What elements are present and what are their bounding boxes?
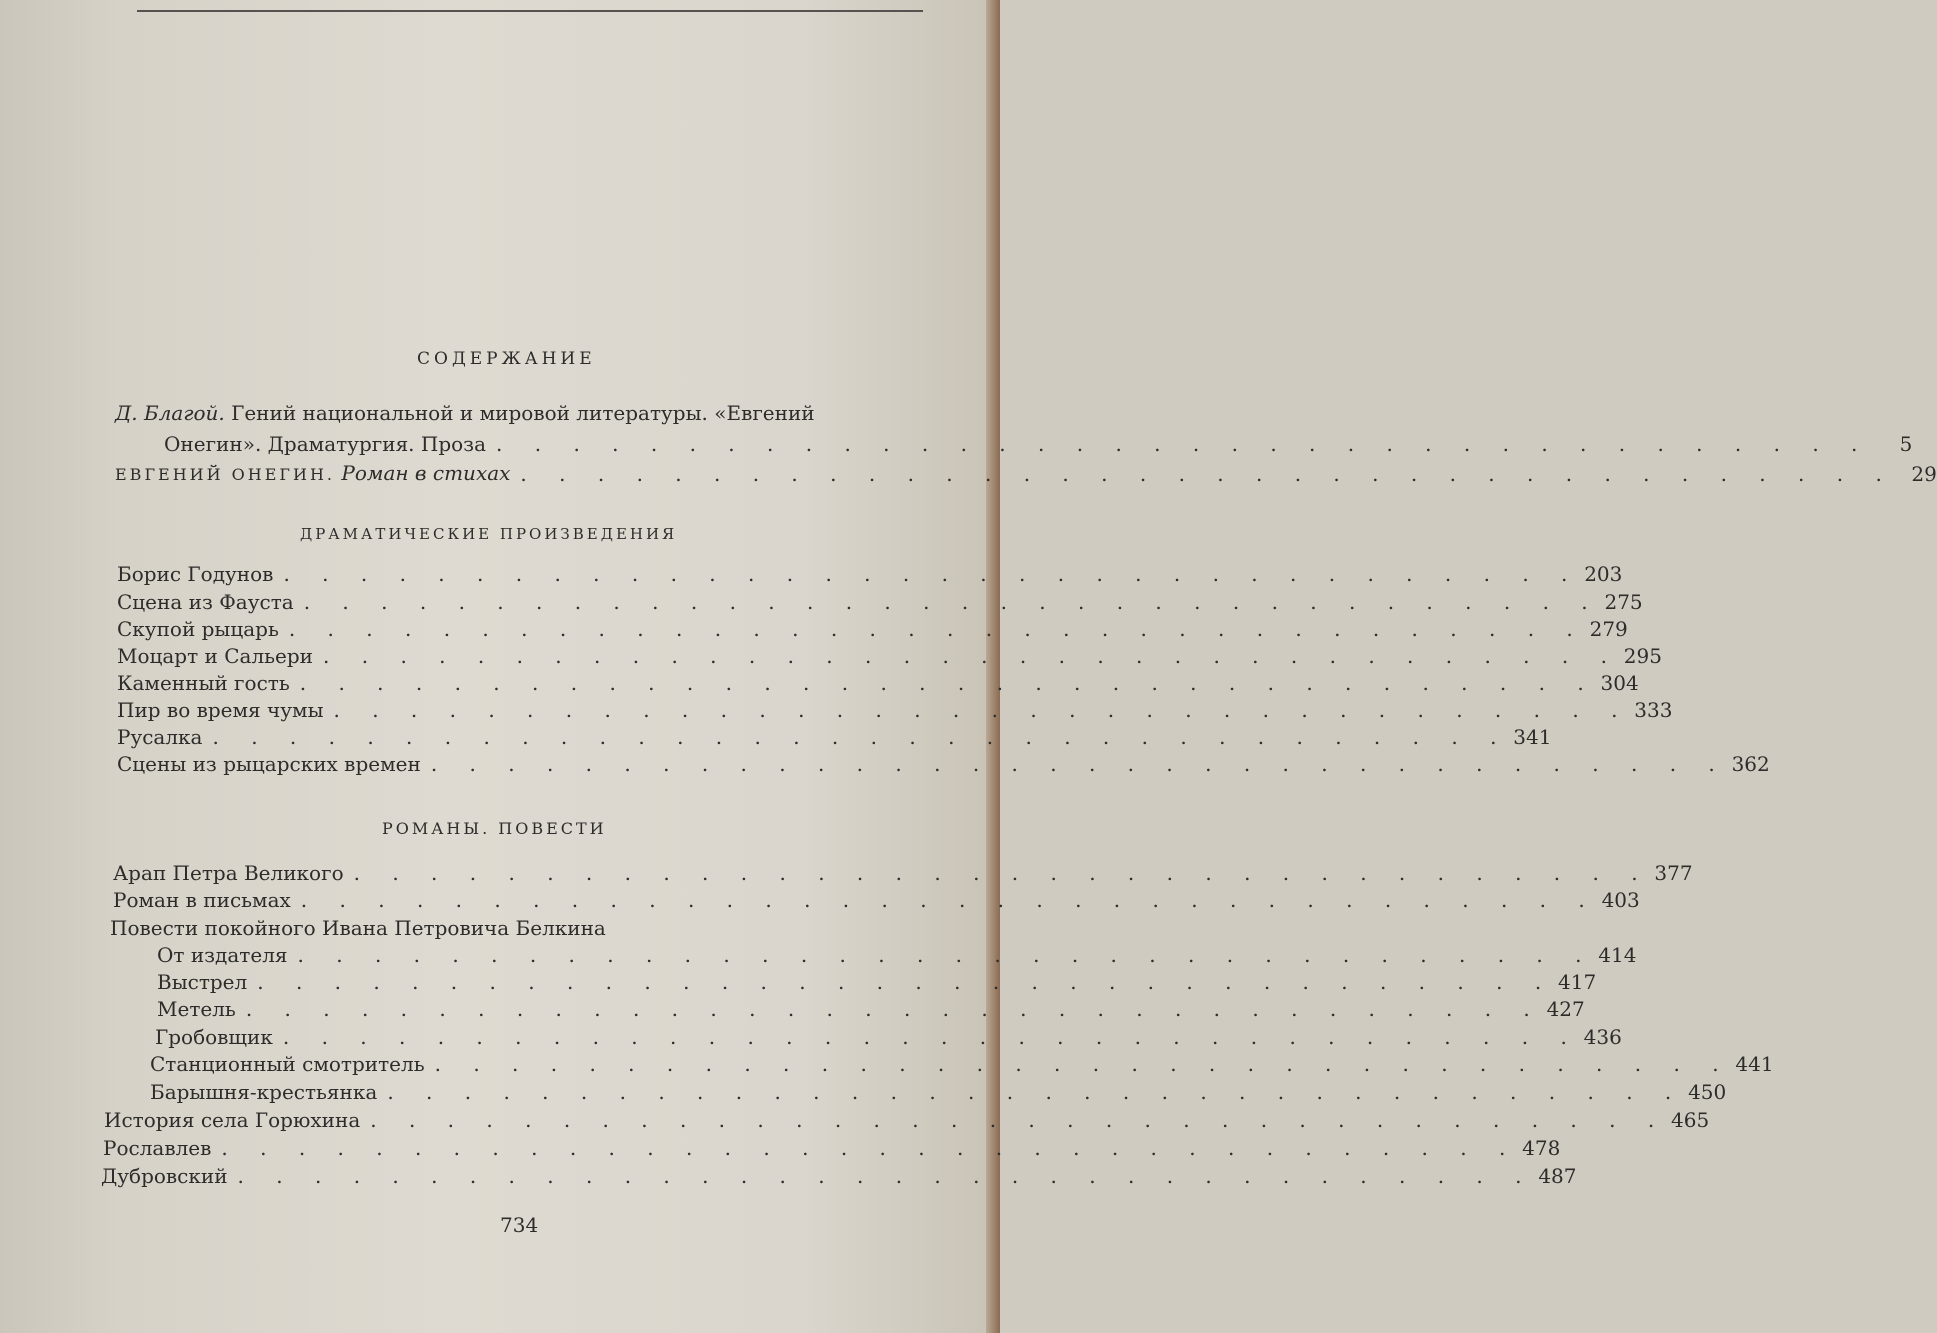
entry-title: Борис Годунов	[117, 562, 274, 586]
toc-entry	[113, 885, 1640, 915]
leader-dots: . . . . . . . . . . . . . . . . . . . . . . . . . . . . . . . . . .	[283, 562, 1581, 586]
entry-title: Пир во время чумы	[117, 698, 324, 722]
toc-entry-sub	[157, 940, 1637, 970]
toc-entry-sub	[155, 1022, 1622, 1052]
toc-entry-sub	[157, 967, 1597, 997]
intro-line-2	[115, 429, 1913, 459]
page-number: 275	[1604, 590, 1643, 614]
top-rule	[137, 10, 923, 12]
toc-entry	[117, 559, 1623, 589]
page-number: 333	[1634, 698, 1673, 722]
entry-title: Гробовщик	[155, 1025, 273, 1049]
page-number: 487	[1538, 1164, 1577, 1188]
toc-entry	[110, 913, 930, 943]
page-number: 279	[1589, 617, 1628, 641]
page-number: 203	[1584, 562, 1623, 586]
intro-entry	[115, 398, 1937, 489]
toc-entry	[117, 641, 1662, 671]
entry-title: Выстрел	[157, 970, 248, 994]
entry-title: От издателя	[157, 943, 288, 967]
intro-title-continuation: Онегин». Драматургия. Проза	[164, 431, 487, 456]
page-number: 295	[1623, 644, 1662, 668]
leader-dots: . . . . . . . . . . . . . . . . . . . . . . . . . . . . . . . . . . . .	[520, 461, 1895, 486]
leader-dots: . . . . . . . . . . . . . . . . . . . . . . . . . . . . . . . . . .	[430, 752, 1728, 776]
toc-entry	[117, 614, 1628, 644]
entry-title: Моцарт и Сальери	[117, 644, 314, 668]
entry-title: Барышня-крестьянка	[150, 1080, 378, 1104]
page-number: 362	[1731, 752, 1770, 776]
leader-dots: . . . . . . . . . . . . . . . . . . . . . . . . . . . . . . . . . .	[333, 698, 1631, 722]
toc-entry	[117, 695, 1673, 725]
entry-title: Рославлев	[103, 1136, 212, 1160]
leader-dots: . . . . . . . . . . . . . . . . . . . . . . . . . . . . . . . . . .	[297, 943, 1595, 967]
leader-dots: . . . . . . . . . . . . . . . . . . . . . . . . . . . . . . . . . .	[237, 1164, 1535, 1188]
leader-dots: . . . . . . . . . . . . . . . . . . . . . . . . . . . . . . . . . .	[370, 1108, 1668, 1132]
onegin-caps-title: ЕВГЕНИЙ ОНЕГИН.	[115, 465, 335, 484]
toc-entry	[117, 722, 1552, 752]
page-number: 403	[1601, 888, 1640, 912]
leader-dots: . . . . . . . . . . . . . . . . . . . . . . . . . . . . . . . . . . . .	[496, 431, 1871, 456]
page-number: 304	[1600, 671, 1639, 695]
toc-entry	[101, 1161, 1577, 1191]
page-number: 414	[1598, 943, 1637, 967]
leader-dots: . . . . . . . . . . . . . . . . . . . . . . . . . . . . . . . . . .	[434, 1052, 1732, 1076]
page-number: 417	[1558, 970, 1597, 994]
entry-title: Скупой рыцарь	[117, 617, 279, 641]
entry-title: Сцена из Фауста	[117, 590, 294, 614]
toc-entry-sub	[157, 994, 1585, 1024]
entry-title: Каменный гость	[117, 671, 290, 695]
page-number: 341	[1513, 725, 1552, 749]
toc-entry	[103, 1133, 1561, 1163]
leader-dots: . . . . . . . . . . . . . . . . . . . . . . . . . . . . . . . . . .	[212, 725, 1510, 749]
entry-title: История села Горюхина	[104, 1108, 361, 1132]
page-number: 5	[1899, 431, 1913, 456]
toc-entry	[113, 858, 1693, 888]
leader-dots: . . . . . . . . . . . . . . . . . . . . . . . . . . . . . . . . . .	[303, 590, 1601, 614]
folio: 734	[500, 1213, 539, 1237]
section-heading-prose: РОМАНЫ. ПОВЕСТИ	[382, 819, 607, 838]
section-heading-drama: ДРАМАТИЧЕСКИЕ ПРОИЗВЕДЕНИЯ	[300, 525, 678, 543]
page-number: 450	[1688, 1080, 1727, 1104]
toc-entry	[117, 749, 1770, 779]
page-number: 441	[1735, 1052, 1774, 1076]
leader-dots: . . . . . . . . . . . . . . . . . . . . . . . . . . . . . . . . . .	[288, 617, 1586, 641]
intro-line-1	[115, 398, 930, 429]
page-number: 478	[1522, 1136, 1561, 1160]
page-number: 29	[1911, 461, 1937, 486]
leader-dots: . . . . . . . . . . . . . . . . . . . . . . . . . . . . . . . . . .	[353, 861, 1651, 885]
toc-title: СОДЕРЖАНИЕ	[417, 349, 596, 369]
page-number: 427	[1546, 997, 1585, 1021]
onegin-title	[115, 458, 510, 490]
leader-dots: . . . . . . . . . . . . . . . . . . . . . . . . . . . . . . . . . .	[257, 970, 1555, 994]
entry-title: Арап Петра Великого	[113, 861, 344, 885]
onegin-subtitle: Роман в стихах	[341, 461, 511, 485]
page-number: 465	[1671, 1108, 1710, 1132]
toc-entry-sub	[150, 1049, 1774, 1079]
leader-dots: . . . . . . . . . . . . . . . . . . . . . . . . . . . . . . . . . .	[300, 888, 1598, 912]
page-number: 436	[1583, 1025, 1622, 1049]
intro-title: Гений национальной и мировой литературы. «Евгений	[231, 401, 815, 425]
entry-title: Русалка	[117, 725, 203, 749]
toc-entry-sub	[150, 1077, 1727, 1107]
leader-dots: . . . . . . . . . . . . . . . . . . . . . . . . . . . . . . . . . .	[221, 1136, 1519, 1160]
entry-title: Станционный смотритель	[150, 1052, 425, 1076]
intro-author: Д. Благой.	[115, 401, 225, 425]
entry-title: Роман в письмах	[113, 888, 291, 912]
onegin-entry	[115, 459, 1937, 489]
leader-dots: . . . . . . . . . . . . . . . . . . . . . . . . . . . . . . . . . .	[245, 997, 1543, 1021]
toc-entry	[117, 668, 1639, 698]
leader-dots: . . . . . . . . . . . . . . . . . . . . . . . . . . . . . . . . . .	[323, 644, 1620, 668]
entry-title: Дубровский	[101, 1164, 228, 1188]
entry-title: Сцены из рыцарских времен	[117, 752, 421, 776]
entry-title: Повести покойного Ивана Петровича Белкина	[110, 916, 606, 940]
toc-entry	[104, 1105, 1710, 1135]
leader-dots: . . . . . . . . . . . . . . . . . . . . . . . . . . . . . . . . . .	[387, 1080, 1685, 1104]
leader-dots: . . . . . . . . . . . . . . . . . . . . . . . . . . . . . . . . . .	[282, 1025, 1580, 1049]
entry-title: Метель	[157, 997, 236, 1021]
page-number: 377	[1654, 861, 1693, 885]
leader-dots: . . . . . . . . . . . . . . . . . . . . . . . . . . . . . . . . . .	[299, 671, 1597, 695]
toc-entry	[117, 587, 1643, 617]
